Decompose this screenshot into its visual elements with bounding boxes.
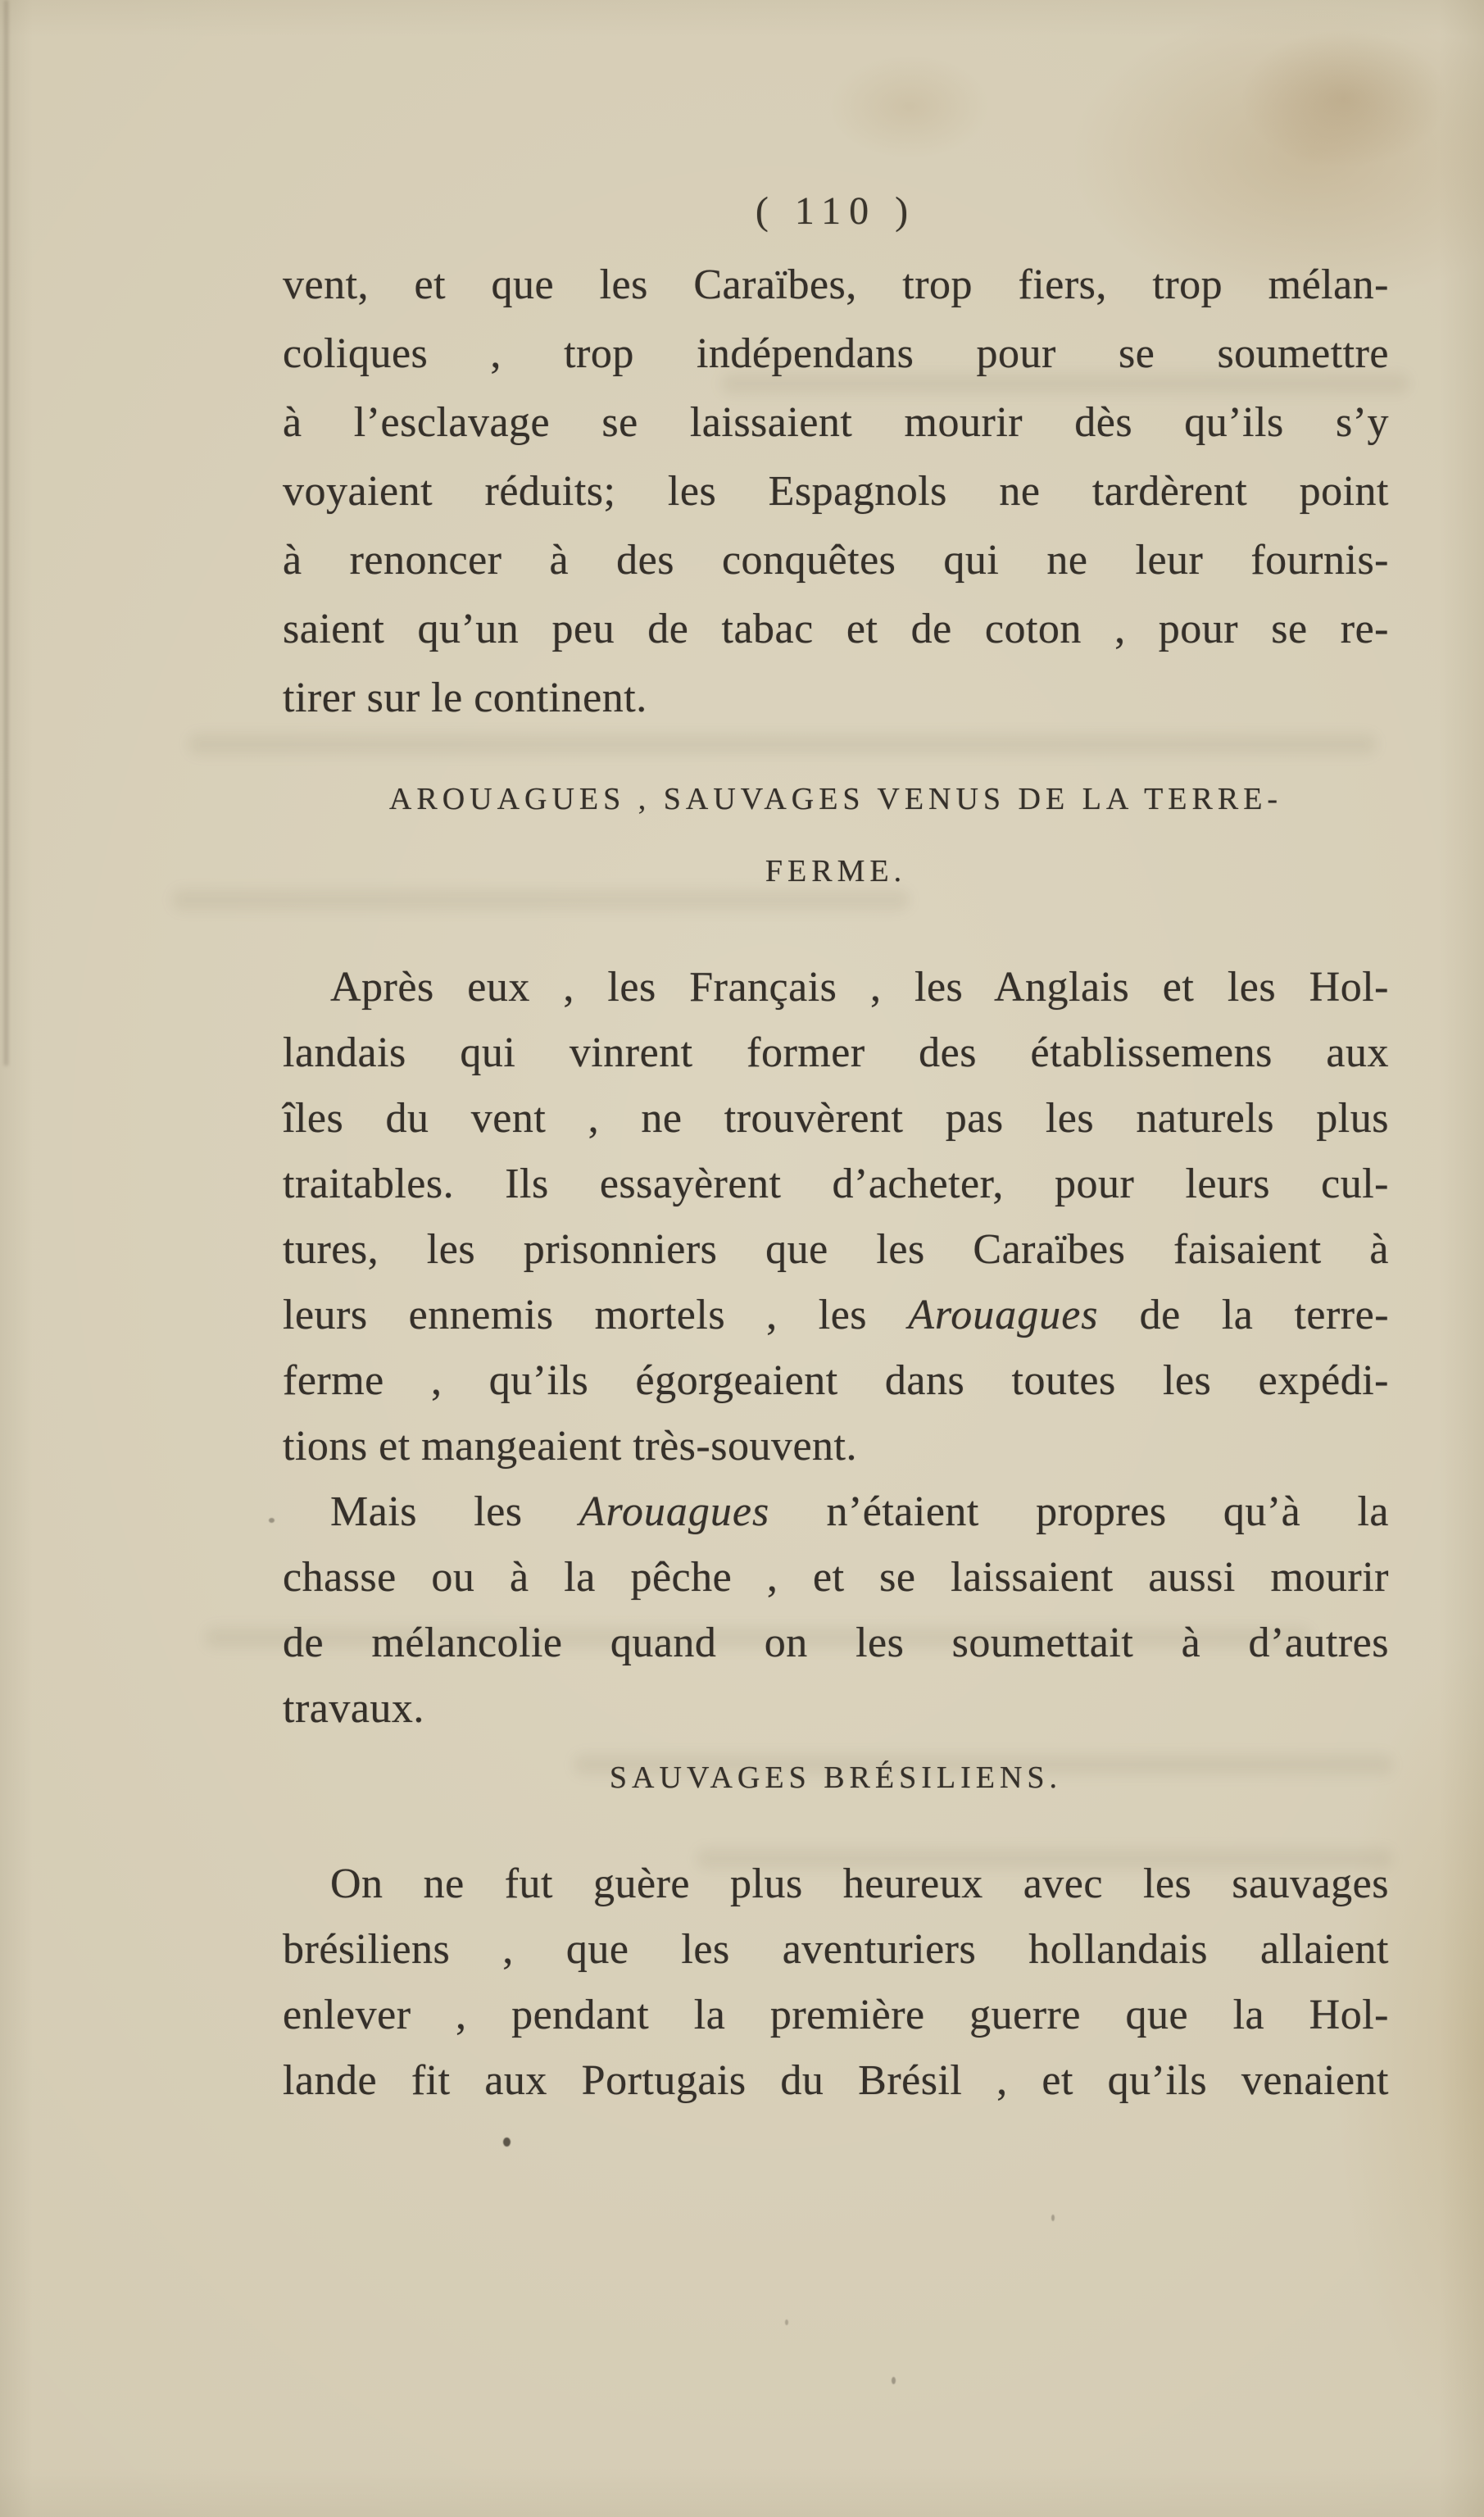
text-line: On ne fut guère plus heureux avec les sauvages: [330, 1860, 1389, 1907]
text-line: landais qui vinrent former des établissemens aux: [283, 1029, 1389, 1076]
text-line: Après eux , les Français , les Anglais et les Hol-: [330, 964, 1389, 1011]
text-line: FERME.: [765, 854, 907, 888]
text-line: à renoncer à des conquêtes qui ne leur fournis-: [283, 537, 1389, 584]
text-line: travaux.: [283, 1685, 424, 1732]
text-line: lande fit aux Portugais du Brésil , et qu’ils venaient: [283, 2057, 1389, 2104]
text-line: leurs ennemis mortels , les Arouagues de la terre-: [283, 1292, 1390, 1338]
ink-speck: [503, 2138, 511, 2147]
section-heading-sauvages-bresiliens: [283, 1742, 1389, 1814]
section-heading-arouagues: [283, 763, 1389, 907]
text-line: enlever , pendant la première guerre que la Hol-: [283, 1992, 1389, 2038]
text-line: chasse ou à la pêche , et se laissaient aussi mourir: [283, 1554, 1389, 1601]
text-line: tions et mangeaient très-souvent.: [283, 1423, 857, 1470]
text-line: SAUVAGES BRÉSILIENS.: [609, 1761, 1063, 1795]
text-line: à l’esclavage se laissaient mourir dès qu’ils s’y: [283, 399, 1389, 446]
ink-speck: [1051, 2215, 1055, 2221]
text-line: ferme , qu’ils égorgeaient dans toutes les expédi-: [283, 1357, 1389, 1404]
paragraph-mais-les-arouagues: [283, 1479, 1389, 1742]
ink-speck: [785, 2319, 788, 2325]
text-line: tirer sur le continent.: [283, 675, 647, 721]
text-block: [283, 185, 1389, 2114]
text-line: traitables. Ils essayèrent d’acheter, pour leurs cul-: [283, 1161, 1389, 1207]
text-line: îles du vent , ne trouvèrent pas les naturels plus: [283, 1095, 1389, 1142]
paragraph-on-ne-fut: [283, 1851, 1389, 2114]
paragraph-apres-eux: [283, 955, 1389, 1479]
text-line: AROUAGUES , SAUVAGES VENUS DE LA TERRE-: [388, 782, 1283, 816]
text-line: de mélancolie quand on les soumettait à d’autres: [283, 1620, 1389, 1666]
paragraph-caraibes: [283, 251, 1389, 733]
text-line: coliques , trop indépendans pour se soumettre: [283, 330, 1389, 377]
text-line: tures, les prisonniers que les Caraïbes faisaient à: [283, 1226, 1389, 1273]
text-line: vent, et que les Caraïbes, trop fiers, trop mélan-: [283, 261, 1389, 308]
scan-edge-shadow: [4, 0, 8, 1065]
text-line: voyaient réduits; les Espagnols ne tardèrent point: [283, 468, 1389, 515]
text-line: saient qu’un peu de tabac et de coton , pour se re-: [283, 606, 1389, 652]
text-line: Mais les Arouagues n’étaient propres qu’à la: [330, 1488, 1390, 1535]
page-number: ( 110 ): [755, 189, 917, 233]
ink-speck: [269, 1518, 275, 1523]
text-line: brésiliens , que les aventuriers hollandais allaient: [283, 1926, 1389, 1973]
ink-speck: [892, 2377, 896, 2384]
